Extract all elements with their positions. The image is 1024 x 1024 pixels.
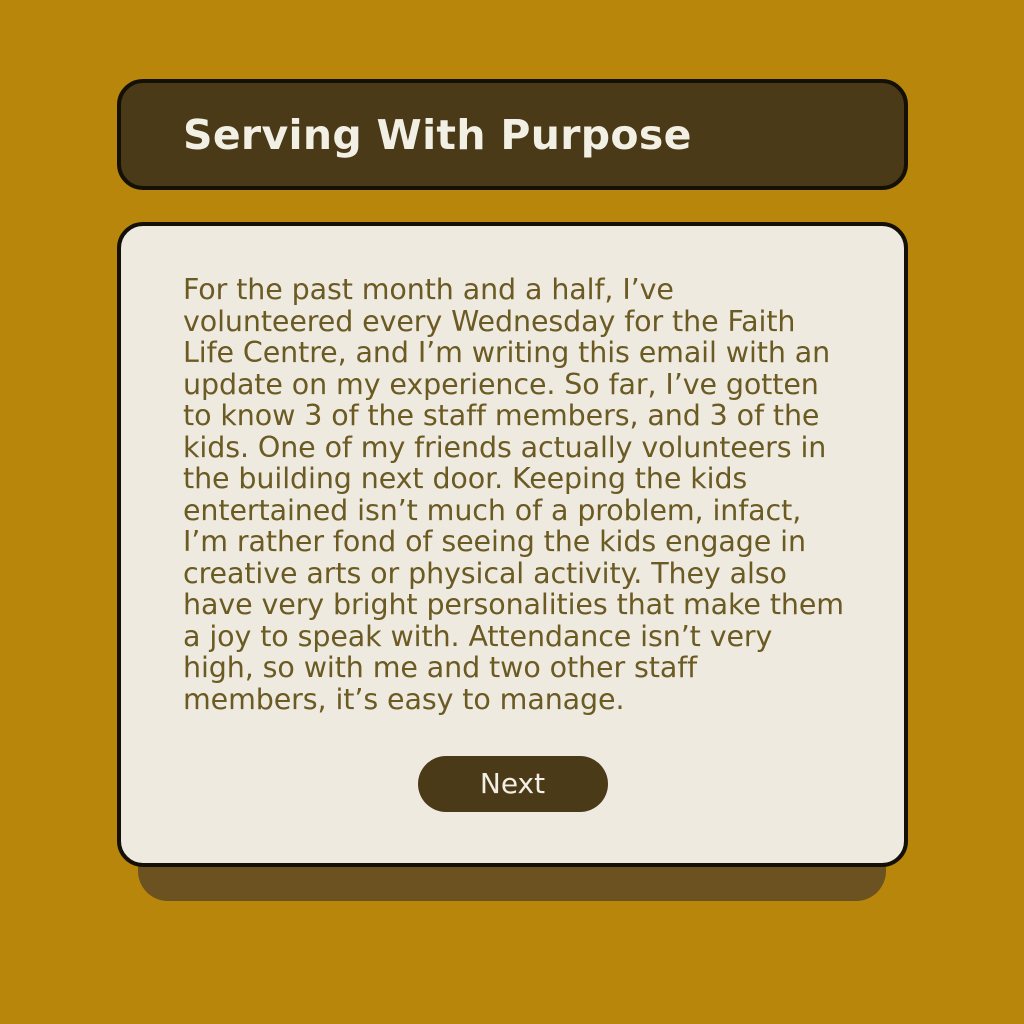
next-button-container [121, 756, 904, 812]
content-card [117, 222, 908, 867]
page-title: Serving With Purpose [183, 110, 692, 159]
body-paragraph: For the past month and a half, I’ve volunteered every Wednesday for the Faith Life Centre, and I’m writing this email with an update on my experience. So far, I’ve gotten to know 3 of the staff members, and 3 of the kids. One of my friends actually volunteers in the building next door. Keeping the kids entertained isn’t much of a problem, infact, I’m rather fond of seeing the kids engage in creative arts or physical activity. They also have very bright personalities that make them a joy to speak with. Attendance isn’t very high, so with me and two other staff members, it’s easy to manage. [183, 273, 853, 716]
header-card [117, 79, 908, 190]
next-button[interactable]: Next [418, 756, 608, 812]
